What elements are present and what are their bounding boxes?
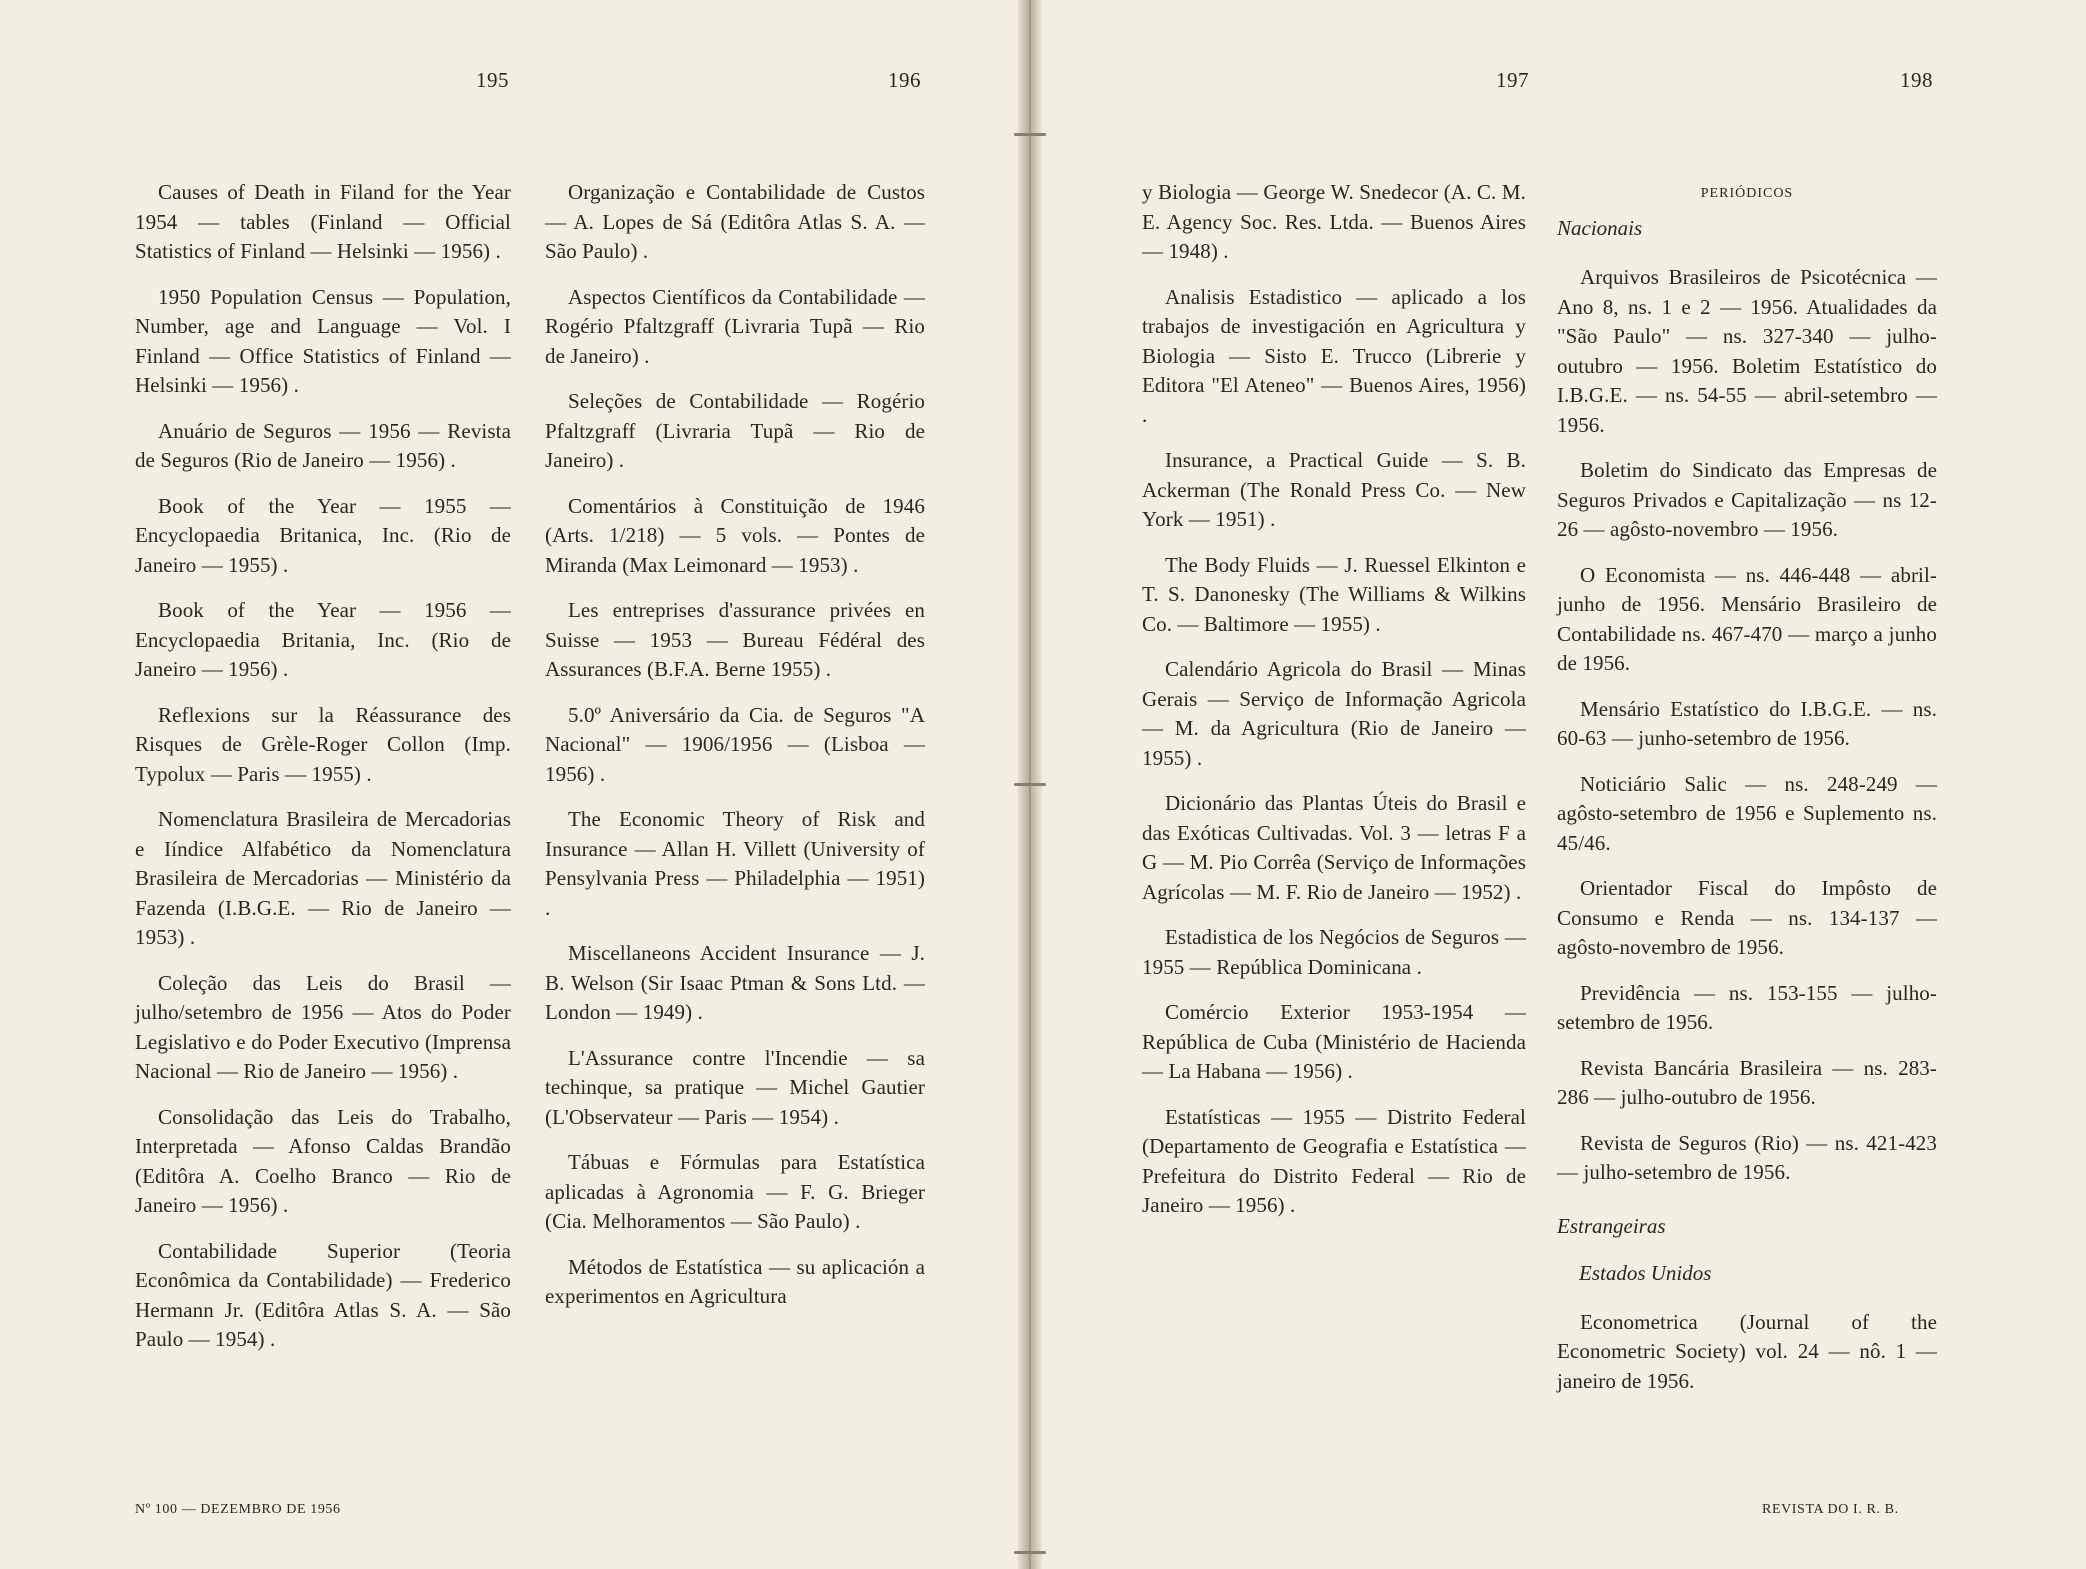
binding-stitch <box>1008 1548 1052 1558</box>
bibliography-entry: The Economic Theory of Risk and Insurance — Allan H. Villett (University of Pensylvania Press — Philadelphia — 1951) . <box>545 807 925 920</box>
bibliography-entry: Book of the Year — 1956 — Encyclopaedia Britania, Inc. (Rio de Janeiro — 1956) . <box>135 598 511 681</box>
bibliography-entry: Aspectos Científicos da Contabilidade — Rogério Pfaltzgraff (Livraria Tupã — Rio de Janeiro) . <box>545 284 925 368</box>
bibliography-entry: 5.0º Aniversário da Cia. de Seguros "A Nacional" — 1906/1956 — (Lisboa — 1956) . <box>545 702 925 786</box>
bibliography-entry: Contabilidade Superior (Teoria Econômica da Contabilidade) — Frederico Hermann Jr. (Editôra Atlas S. A. — São Paulo — 1954) . <box>135 1238 511 1351</box>
column-page-196 <box>545 178 925 1328</box>
bibliography-entry: The Body Fluids — J. Ruessel Elkinton e T. S. Danonesky (The Williams & Wilkins Co. — Baltimore — 1955) . <box>1142 552 1526 636</box>
bibliography-entry: Organização e Contabilidade de Custos — A. Lopes de Sá (Editôra Atlas S. A. — São Paulo) . <box>545 180 925 263</box>
bibliography-entry: Consolidação das Leis do Trabalho, Interpretada — Afonso Caldas Brandão (Editôra A. Coelho Branco — Rio de Janeiro — 1956) . <box>135 1104 511 1217</box>
nacionais-subheading: Nacionais <box>1557 216 1643 240</box>
bibliography-entry: Estadistica de los Negócios de Seguros — 1955 — República Dominicana . <box>1142 925 1526 979</box>
bibliography-entry: Estatísticas — 1955 — Distrito Federal (Departamento de Geografia e Estatística — Prefeitura do Distrito Federal — Rio de Janeiro — 1956) . <box>1142 1104 1526 1217</box>
page-number-198: 198 <box>1900 68 1933 92</box>
bibliography-entry: Dicionário das Plantas Úteis do Brasil e das Exóticas Cultivadas. Vol. 3 — letras F a G — M. Pio Corrêa (Serviço de Informações Agrícolas — M. F. Rio de Janeiro — 1952) . <box>1142 791 1526 904</box>
bibliography-entry: Boletim do Sindicato das Empresas de Seguros Privados e Capitalização — ns 12-26 — agôsto-novembro — 1956. <box>1557 458 1937 541</box>
bibliography-entry: Anuário de Seguros — 1956 — Revista de Seguros (Rio de Janeiro — 1956) . <box>135 418 511 472</box>
bibliography-entry: Les entreprises d'assurance privées en Suisse — 1953 — Bureau Fédéral des Assurances (B.F.A. Berne 1955) . <box>545 598 925 681</box>
bibliography-entry: Revista de Seguros (Rio) — ns. 421-423 — julho-setembro de 1956. <box>1557 1130 1937 1184</box>
estados-unidos-subheading: Estados Unidos <box>1579 1260 1712 1285</box>
periodicos-heading: PERIÓDICOS <box>1700 186 1794 201</box>
bibliography-entry: Book of the Year — 1955 — Encyclopaedia Britanica, Inc. (Rio de Janeiro — 1955) . <box>135 493 511 577</box>
bibliography-entry: Comentários à Constituição de 1946 (Arts. 1/218) — 5 vols. — Pontes de Miranda (Max Leimonard — 1953) . <box>545 493 925 577</box>
footer-journal: REVISTA DO I. R. B. <box>1762 1502 1899 1517</box>
bibliography-entry: y Biologia — George W. Snedecor (A. C. M. E. Agency Soc. Res. Ltda. — Buenos Aires — 1948) . <box>1142 180 1526 263</box>
bibliography-entry: Comércio Exterior 1953-1954 — República de Cuba (Ministério de Hacienda — La Habana — 1956) . <box>1142 1000 1526 1083</box>
binding-stitch <box>1008 780 1052 790</box>
bibliography-entry: Revista Bancária Brasileira — ns. 283-286 — julho-outubro de 1956. <box>1557 1055 1937 1109</box>
bibliography-entry: Orientador Fiscal do Impôsto de Consumo e Renda — ns. 134-137 — agôsto-novembro de 1956. <box>1557 876 1937 959</box>
bibliography-entry: Insurance, a Practical Guide — S. B. Ackerman (The Ronald Press Co. — New York — 1951) . <box>1142 448 1526 531</box>
column-page-195 <box>135 178 511 1371</box>
bibliography-entry: Analisis Estadistico — aplicado a los trabajos de investigación en Agricultura y Biologia — Sisto E. Trucco (Librerie y Editora "El Ateneo" — Buenos Aires, 1956) . <box>1142 284 1526 427</box>
estrangeiras-list <box>1557 1308 1937 1397</box>
page-number-196: 196 <box>888 68 921 92</box>
bibliography-entry: Nomenclatura Brasileira de Mercadorias e Iíndice Alfabético da Nomenclatura Brasileira de Mercadorias — Ministério da Fazenda (I.B.G.E. — Rio de Janeiro — 1953) . <box>135 807 511 949</box>
bibliography-entry: Reflexions sur la Réassurance des Risques de Grèle-Roger Collon (Imp. Typolux — Paris — 1955) . <box>135 702 511 786</box>
column-page-197 <box>1142 178 1526 1237</box>
bibliography-entry: Mensário Estatístico do I.B.G.E. — ns. 60-63 — junho-setembro de 1956. <box>1557 696 1937 750</box>
nacionais-list <box>1557 263 1937 1188</box>
bibliography-entry: O Economista — ns. 446-448 — abril-junho de 1956. Mensário Brasileiro de Contabilidade ns. 467-470 — março a junho de 1956. <box>1557 562 1937 675</box>
binding-stitch <box>1008 130 1052 140</box>
bibliography-entry: Calendário Agricola do Brasil — Minas Gerais — Serviço de Informação Agricola — M. da Agricultura (Rio de Janeiro — 1955) . <box>1142 657 1526 770</box>
bibliography-entry: Noticiário Salic — ns. 248-249 — agôsto-setembro de 1956 e Suplemento ns. 45/46. <box>1557 771 1937 855</box>
bibliography-entry: L'Assurance contre l'Incendie — sa techinque, sa pratique — Michel Gautier (L'Observateur — Paris — 1954) . <box>545 1045 925 1129</box>
bibliography-entry: Previdência — ns. 153-155 — julho-setembro de 1956. <box>1557 980 1937 1034</box>
page-number-197: 197 <box>1496 68 1529 92</box>
bibliography-entry: Coleção das Leis do Brasil — julho/setembro de 1956 — Atos do Poder Legislativo e do Poder Executivo (Imprensa Nacional — Rio de Janeiro — 1956) . <box>135 970 511 1083</box>
bibliography-entry: Seleções de Contabilidade — Rogério Pfaltzgraff (Livraria Tupã — Rio de Janeiro) . <box>545 389 925 472</box>
column-page-198 <box>1557 180 1937 1412</box>
footer-issue: Nº 100 — DEZEMBRO DE 1956 <box>135 1502 341 1517</box>
bibliography-entry: Tábuas e Fórmulas para Estatística aplicadas à Agronomia — F. G. Brieger (Cia. Melhoramentos — São Paulo) . <box>545 1150 925 1233</box>
bibliography-entry: Causes of Death in Filand for the Year 1954 — tables (Finland — Official Statistics of Finland — Helsinki — 1956) . <box>135 180 511 263</box>
bibliography-entry: Arquivos Brasileiros de Psicotécnica — Ano 8, ns. 1 e 2 — 1956. Atualidades da "São Paulo" — ns. 327-340 — julho-outubro — 1956. Boletim Estatístico do I.B.G.E. — ns. 54-55 — abril-setembro — 1956. <box>1557 265 1937 437</box>
bibliography-entry: Métodos de Estatística — su aplicación a experimentos en Agricultura <box>545 1254 925 1308</box>
bibliography-entry: Miscellaneons Accident Insurance — J. B. Welson (Sir Isaac Ptman & Sons Ltd. — London — 1949) . <box>545 941 925 1024</box>
estrangeiras-subheading: Estrangeiras <box>1557 1213 1666 1238</box>
page-number-195: 195 <box>476 68 509 92</box>
bibliography-entry: 1950 Population Census — Population, Number, age and Language — Vol. I Finland — Office Statistics of Finland — Helsinki — 1956) . <box>135 284 511 397</box>
bibliography-entry: Econometrica (Journal of the Econometric Society) vol. 24 — nô. 1 — janeiro de 1956. <box>1557 1309 1937 1393</box>
